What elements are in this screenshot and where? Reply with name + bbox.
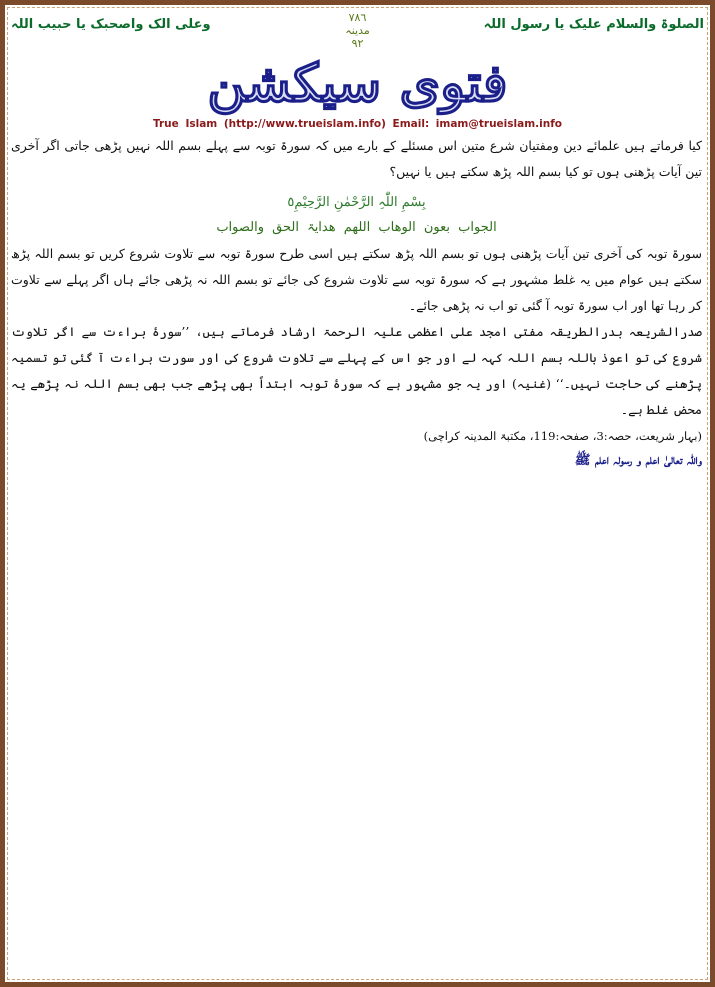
reference-line xyxy=(11,423,702,449)
answer-paragraph-1: سورۃ توبہ کی آخری تین آیات پڑھنی ہوں تو بسم اللہ پڑھ سکتے ہیں اسی طرح سورۃ توبہ سے تلاوت شروع کریں تو بسم اللہ پڑھ سکتے ہیں عوام میں یہ غلط مشہور ہے کہ سورۃ توبہ سے تلاوت شروع کی جائے تو بسم اللہ نہ پڑھی جائے ہاں اگر پہلے سے تلاوت کر رہا تھا اور اب سورۃ توبہ آ گئی تو اب نہ پڑھی جائے۔ xyxy=(11,246,702,313)
header-center-bottom: ٩٢ xyxy=(351,37,364,50)
header-center-mid: مدینہ xyxy=(345,24,370,37)
page-title: فتوی سیکشن xyxy=(207,53,508,114)
closing-line: واللہ تعالیٰ اعلم و رسولہ اعلم ﷺ xyxy=(574,453,702,468)
answer-heading: الجواب بعون الوھاب اللھم ھدایۃ الحق والصواب xyxy=(216,220,497,235)
header xyxy=(11,11,704,51)
header-salutation-left: وعلی الک واصحبک یا حبیب اللہ xyxy=(11,17,211,32)
question-text: کیا فرماتے ہیں علمائے دین ومفتیان شرع متین اس مسئلے کے بارے میں کہ سورۃ توبہ سے پہلے بسم اللہ نہیں پڑھی جاتی اگر آخری تین آیات پڑھنی ہوں تو کیا بسم اللہ پڑھ سکتے ہیں یا نہیں؟ xyxy=(11,138,702,179)
answer-paragraph-2: صدرالشریعہ بدرالطریقہ مفتی امجد علی اعظمی علیہ الرحمۃ ارشاد فرماتے ہیں، ’’سورۂ براءت سے اگر تلاوت شروع کی تو اعوذ باللہ بسم اللہ کہہ لے اور جو اس کے پہلے سے تلاوت شروع کی اور سورت براءت آ گئی تو تسمیہ پڑھنے کی حاجت نہیں۔‘‘ (غنیہ) اور یہ جو مشہور ہے کہ سورۂ توبہ ابتداً بھی پڑھے جب بھی بسم اللہ نہ پڑھے یہ محض غلط ہے۔ xyxy=(11,324,702,417)
header-salutation-right: الصلوۃ والسلام علیک یا رسول اللہ xyxy=(483,17,704,32)
fatwa-content xyxy=(11,133,702,471)
bismillah: بِسْمِ اللّٰہِ الرَّحْمٰنِ الرَّحِیْمِ٥ xyxy=(287,195,426,210)
reference-citation: (بہار شریعت، حصہ:3، صفحہ:119، مکتبۃ المدینہ کراچی) xyxy=(423,429,702,443)
contact-line: True Islam (http://www.trueislam.info) Email: imam@trueislam.info xyxy=(153,118,562,130)
header-center-top: ٧٨٦ xyxy=(348,11,367,24)
